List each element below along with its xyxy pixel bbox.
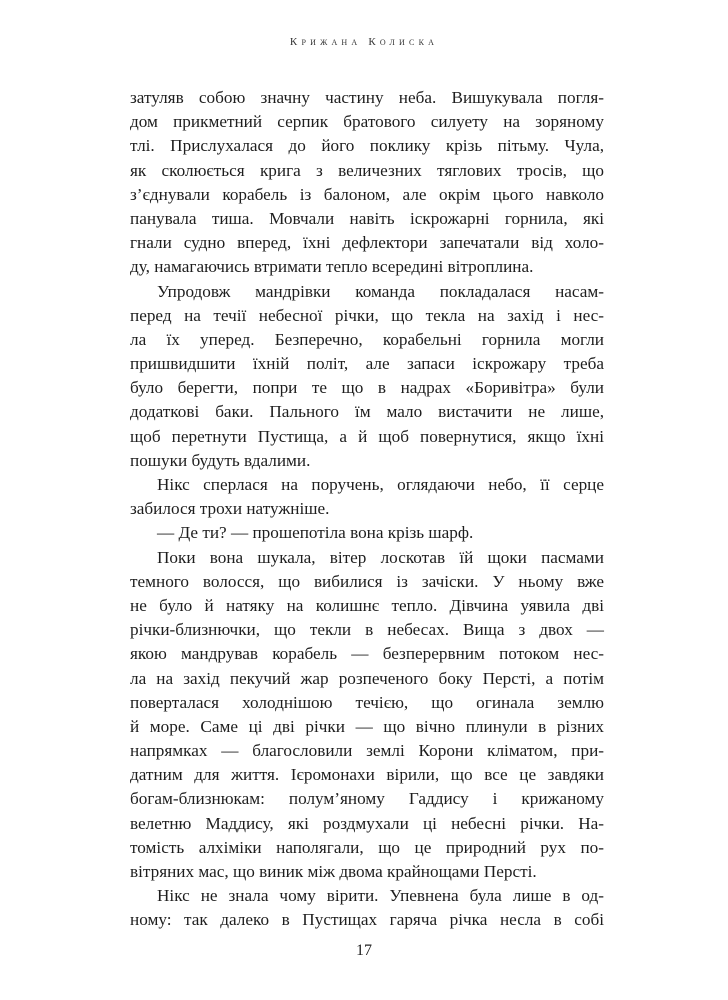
text-line: перед на течії небесної річки, що текла на захід і нес- bbox=[130, 305, 604, 325]
text-line: пошуки будуть вдалими. bbox=[130, 450, 311, 470]
text-line: поверталася холоднішою течією, що огинала землю bbox=[130, 692, 604, 712]
text-line: й море. Саме ці дві річки — що вічно плинули в різних bbox=[130, 716, 604, 736]
text-line: темного волосся, що вибилися із зачіски. У ньому вже bbox=[130, 571, 604, 591]
text-line: щоб перетнути Пустища, а й щоб повернутися, якщо їхні bbox=[130, 426, 604, 446]
text-line: з’єднували корабель із балоном, але окрім цього навколо bbox=[130, 184, 604, 204]
running-head: Крижана Колиска bbox=[289, 36, 439, 48]
paragraph bbox=[130, 884, 604, 932]
text-line: не було й натяку на колишнє тепло. Дівчина уявила дві bbox=[130, 595, 604, 615]
text-line: затуляв собою значну частину неба. Вишукувала погля- bbox=[130, 88, 604, 107]
page-number: 17 bbox=[356, 942, 372, 959]
text-line: додаткові баки. Пального їм мало вистачити не лише, bbox=[130, 402, 604, 422]
text-line: — Де ти? — прошепотіла вона крізь шарф. bbox=[157, 523, 474, 543]
text-line: ду, намагаючись втримати тепло всередині вітроплина. bbox=[130, 257, 534, 277]
paragraph bbox=[130, 86, 604, 280]
text-line: ла на захід пекучий жар розпеченого боку Персті, а потім bbox=[130, 668, 604, 688]
text-line: якою мандрував корабель — безперервним потоком нес- bbox=[130, 644, 604, 664]
text-line: панувала тиша. Мовчали навіть іскрожарні горнила, які bbox=[130, 208, 604, 228]
text-line: вітряних мас, що виник між двома крайнощами Персті. bbox=[130, 862, 537, 881]
text-line: Нікс не знала чому вірити. Упевнена була лише в од- bbox=[157, 886, 604, 906]
text-line: богам-близнюкам: полум’яному Гаддису і крижаному bbox=[130, 789, 604, 809]
text-line: ла їх уперед. Безперечно, корабельні горнила могли bbox=[130, 329, 604, 349]
text-line: річки-близнючки, що текли в небесах. Вища з двох — bbox=[130, 620, 604, 640]
text-line: гнали судно вперед, їхні дефлектори запечатали від холо- bbox=[130, 233, 604, 253]
text-line: як сколюється крига з величезних тяглових тросів, що bbox=[130, 160, 604, 180]
paragraph bbox=[130, 473, 604, 521]
text-line: Поки вона шукала, вітер лоскотав їй щоки пасмами bbox=[157, 547, 604, 567]
text-line: велетню Маддису, які роздмухали ці небесні річки. На- bbox=[130, 813, 604, 833]
text-line: забилося трохи натужніше. bbox=[130, 499, 330, 519]
text-line: ному: так далеко в Пустищах гаряча річка несла в собі bbox=[130, 910, 604, 930]
text-line: датним для життя. Ієромонахи вірили, що все це завдяки bbox=[130, 765, 604, 785]
text-line: Упродовж мандрівки команда покладалася насам- bbox=[157, 281, 604, 301]
text-line: дом прикметний серпик братового силуету на зоряному bbox=[130, 112, 604, 132]
text-line: тлі. Прислухалася до його поклику крізь пітьму. Чула, bbox=[130, 136, 604, 156]
paragraph bbox=[130, 280, 604, 474]
text-line: напрямках — благословили землі Корони кліматом, при- bbox=[130, 741, 604, 761]
paragraph bbox=[130, 521, 604, 545]
paragraph bbox=[130, 546, 604, 885]
text-line: томість алхіміки наполягали, що це природний рух по- bbox=[130, 837, 604, 857]
text-line: пришвидшити їхній політ, але запаси іскрожару треба bbox=[130, 354, 604, 374]
text-line: Нікс сперлася на поручень, оглядаючи небо, її серце bbox=[157, 475, 604, 494]
text-line: було берегти, попри те що в надрах «Боривітра» були bbox=[130, 378, 604, 398]
body-text bbox=[130, 86, 604, 933]
